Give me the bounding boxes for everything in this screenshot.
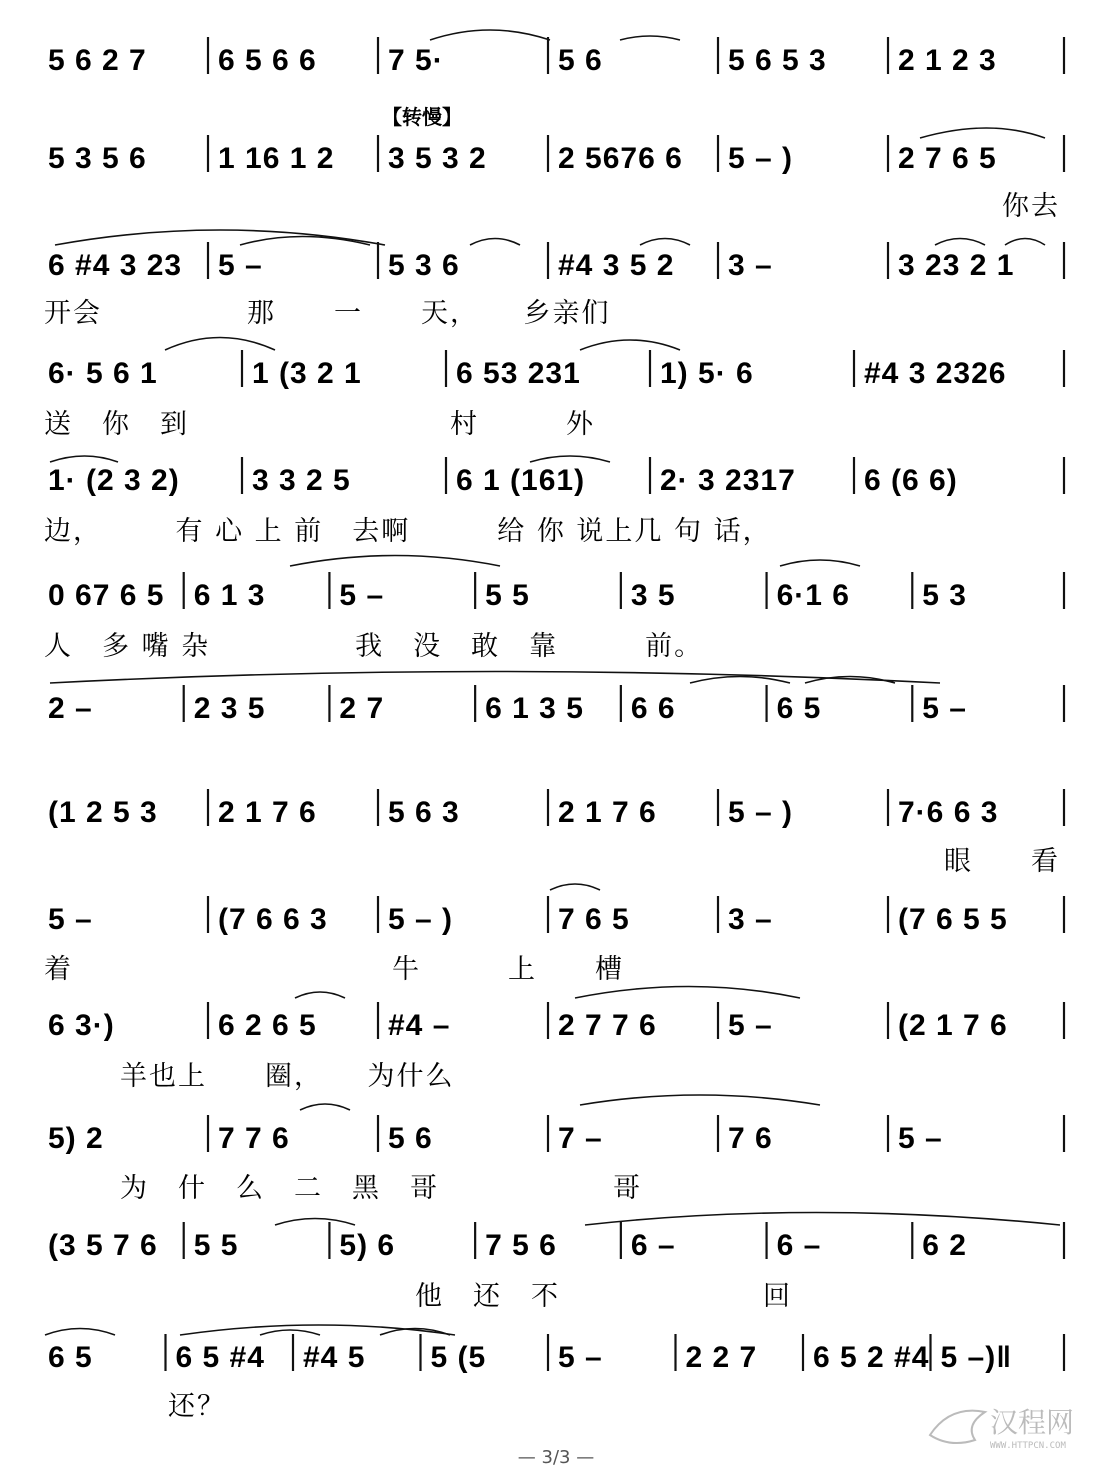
measure: 5 3 6 xyxy=(388,249,460,282)
measure: 7 – xyxy=(558,1122,603,1155)
measure: 1 (3 2 1 xyxy=(252,357,362,390)
measure: 0 67 6 5 xyxy=(48,579,165,612)
measure: 7 6 xyxy=(728,1122,773,1155)
measure: 5 5 xyxy=(485,579,530,612)
measure: 6 5 xyxy=(48,1341,93,1374)
measure: 5 – xyxy=(728,1009,773,1042)
measure: 7·6 6 3 xyxy=(898,796,999,829)
measure: 6 5 6 6 xyxy=(218,44,317,77)
measure: 1 16 1 2 xyxy=(218,142,335,175)
measure: 6 1 3 5 xyxy=(485,692,584,725)
measure: 5 3 5 6 xyxy=(48,142,147,175)
measure: 5 (5 xyxy=(430,1341,487,1374)
measure: 7 5· xyxy=(388,44,444,77)
watermark-url: WWW.HTTPCN.COM xyxy=(990,1441,1066,1451)
measure: 5 – ) xyxy=(728,796,794,829)
measure: 5 – xyxy=(898,1122,943,1155)
page-number: — 3/3 — xyxy=(517,1447,595,1465)
measure: 6 6 xyxy=(630,692,676,725)
lyric-line: 着 牛 上 槽 xyxy=(44,954,624,985)
measure: 2 3 5 xyxy=(193,692,266,725)
measure: 6 5 2 #4 xyxy=(813,1341,930,1374)
measure: 2 2 7 xyxy=(685,1341,758,1374)
measure: 3 – xyxy=(728,249,773,282)
measure: 6·1 6 xyxy=(776,579,850,612)
measure: (7 6 6 3 xyxy=(218,903,328,936)
measure: 2· 3 2317 xyxy=(660,464,796,497)
measure: 5 6 2 7 xyxy=(48,44,147,77)
measure: 5) 2 xyxy=(48,1122,104,1155)
lyric-line: 你去 xyxy=(1002,191,1060,222)
measure: 2 1 7 6 xyxy=(558,796,657,829)
measure: 5 – xyxy=(558,1341,603,1374)
lyric-line: 羊也上 圈， 为什么 xyxy=(120,1061,455,1092)
measure: 7 7 6 xyxy=(218,1122,290,1155)
measure: 1· (2 3 2) xyxy=(48,464,180,497)
measure: 5) 6 xyxy=(339,1229,396,1262)
measure: 6 #4 3 23 xyxy=(48,249,183,282)
measure: 6 53 231 xyxy=(456,357,581,390)
measure: 5 – xyxy=(218,249,263,282)
measure: (3 5 7 6 xyxy=(48,1229,158,1262)
measure: 6 – xyxy=(630,1229,676,1262)
measure: 1) 5· 6 xyxy=(660,357,754,390)
measure: 5 6 xyxy=(558,44,603,77)
measure: 6 3·) xyxy=(48,1009,115,1042)
lyric-line: 开会 那 一 天， 乡亲们 xyxy=(44,298,611,329)
measure: 5 – ) xyxy=(728,142,794,175)
measure: 5 –)‖ xyxy=(940,1341,1013,1374)
measure: 5 3 xyxy=(922,579,968,612)
measure: 6 (6 6) xyxy=(864,464,958,497)
measure: 3 3 2 5 xyxy=(252,464,351,497)
measure: 6 2 6 5 xyxy=(218,1009,317,1042)
measure: 5 – ) xyxy=(388,903,454,936)
measure: 3 23 2 1 xyxy=(898,249,1015,282)
measure: 6 – xyxy=(776,1229,822,1262)
measure: 2 7 xyxy=(339,692,385,725)
lyric-line: 还？ xyxy=(168,1391,226,1422)
measure: 3 5 xyxy=(630,579,676,612)
measure: 2 7 6 5 xyxy=(898,142,997,175)
measure: 6 2 xyxy=(922,1229,968,1262)
measure: 3 5 3 2 xyxy=(388,142,487,175)
lyric-line: 人 多 嘴 杂 我 没 敢 靠 前。 xyxy=(44,631,704,662)
lyric-line: 他 还 不 回 xyxy=(415,1281,792,1312)
measure: 5 6 3 xyxy=(388,796,460,829)
measure: 5 6 5 3 xyxy=(728,44,827,77)
lyric-line: 眼 看 xyxy=(944,846,1060,877)
measure: 6 5 xyxy=(776,692,822,725)
measure: 5 – xyxy=(48,903,93,936)
measure: 5 6 xyxy=(388,1122,433,1155)
measure: 6 1 (161) xyxy=(456,464,586,497)
lyric-line: 为 什 么 二 黑 哥 哥 xyxy=(120,1173,642,1204)
lyric-line: 边， 有 心 上 前 去啊 给 你 说上几 句 话， xyxy=(44,516,772,547)
watermark-logo-text: 汉程网 xyxy=(990,1406,1075,1439)
measure: 2 1 2 3 xyxy=(898,44,997,77)
measure: 3 – xyxy=(728,903,773,936)
tempo-mark: 【转慢】 xyxy=(382,105,462,129)
measure: 2 1 7 6 xyxy=(218,796,317,829)
measure: 7 6 5 xyxy=(558,903,630,936)
measure: #4 5 xyxy=(303,1341,366,1374)
measure: 6· 5 6 1 xyxy=(48,357,158,390)
measure: (1 2 5 3 xyxy=(48,796,158,829)
measure: 5 – xyxy=(922,692,968,725)
measure: 7 5 6 xyxy=(485,1229,557,1262)
measure: (7 6 5 5 xyxy=(898,903,1008,936)
measure: 2 5676 6 xyxy=(558,142,683,175)
lyric-line: 送 你 到 村 外 xyxy=(44,409,595,440)
measure: 2 7 7 6 xyxy=(558,1009,657,1042)
measure: 6 1 3 xyxy=(193,579,266,612)
measure: 5 – xyxy=(339,579,385,612)
measure: #4 3 5 2 xyxy=(558,249,675,282)
measure: 2 – xyxy=(48,692,93,725)
measure: 5 5 xyxy=(193,1229,239,1262)
measure: #4 – xyxy=(388,1009,451,1042)
measure: #4 3 2326 xyxy=(864,357,1007,390)
measure: (2 1 7 6 xyxy=(898,1009,1008,1042)
measure: 6 5 #4 xyxy=(175,1341,265,1374)
